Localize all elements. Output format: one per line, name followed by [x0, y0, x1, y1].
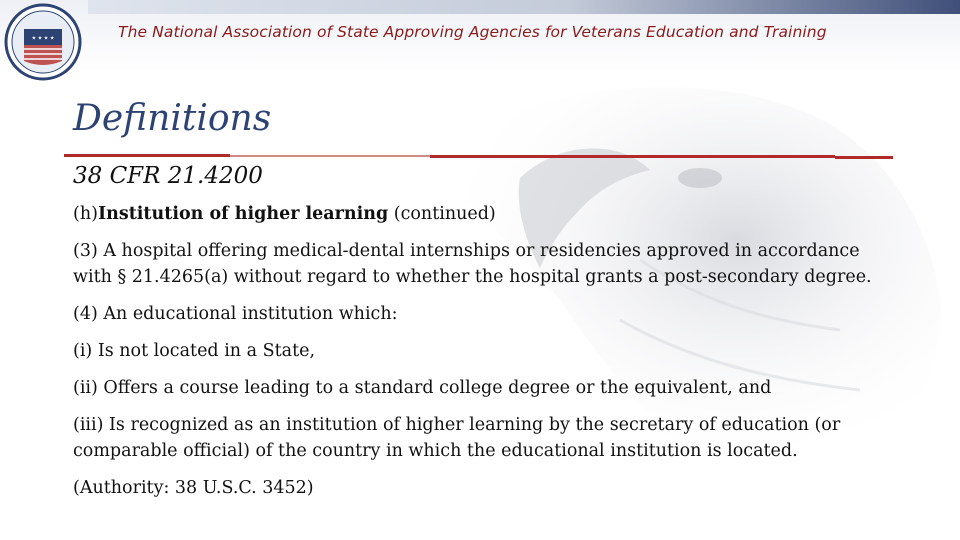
title-rule-end [835, 156, 893, 159]
regulation-citation: 38 CFR 21.4200 [73, 163, 263, 189]
paragraph-3: (3) A hospital offering medical-dental internships or residencies approved in accordance with § 21.4265(a) without regard to whether the hospital grants a post-secondary degree. [73, 241, 872, 287]
title-rule-right [430, 155, 835, 158]
definition-heading [73, 201, 893, 227]
title-rule-left [64, 154, 230, 157]
paragraph-4: (4) An educational institution which: [73, 304, 398, 324]
defined-term: Institution of higher learning [97, 204, 389, 224]
svg-text:★ ★ ★ ★: ★ ★ ★ ★ [31, 35, 55, 42]
organization-seal-icon [4, 3, 82, 81]
title-rule-middle [230, 155, 430, 157]
organization-banner: The National Association of State Approving Agencies for Veterans Education and Training [118, 23, 827, 41]
slide-title: Definitions [73, 98, 272, 139]
paragraph-ii: (ii) Offers a course leading to a standard college degree or the equivalent, and [73, 378, 772, 398]
definition-body [73, 201, 893, 512]
definition-prefix: (h) [73, 204, 98, 224]
definition-suffix: (continued) [388, 204, 496, 224]
paragraph-i: (i) Is not located in a State, [73, 341, 316, 361]
authority-citation: (Authority: 38 U.S.C. 3452) [73, 478, 314, 498]
paragraph-iii: (iii) Is recognized as an institution of higher learning by the secretary of education (or comparable official) of the country in which the educational institution is located. [73, 415, 841, 461]
